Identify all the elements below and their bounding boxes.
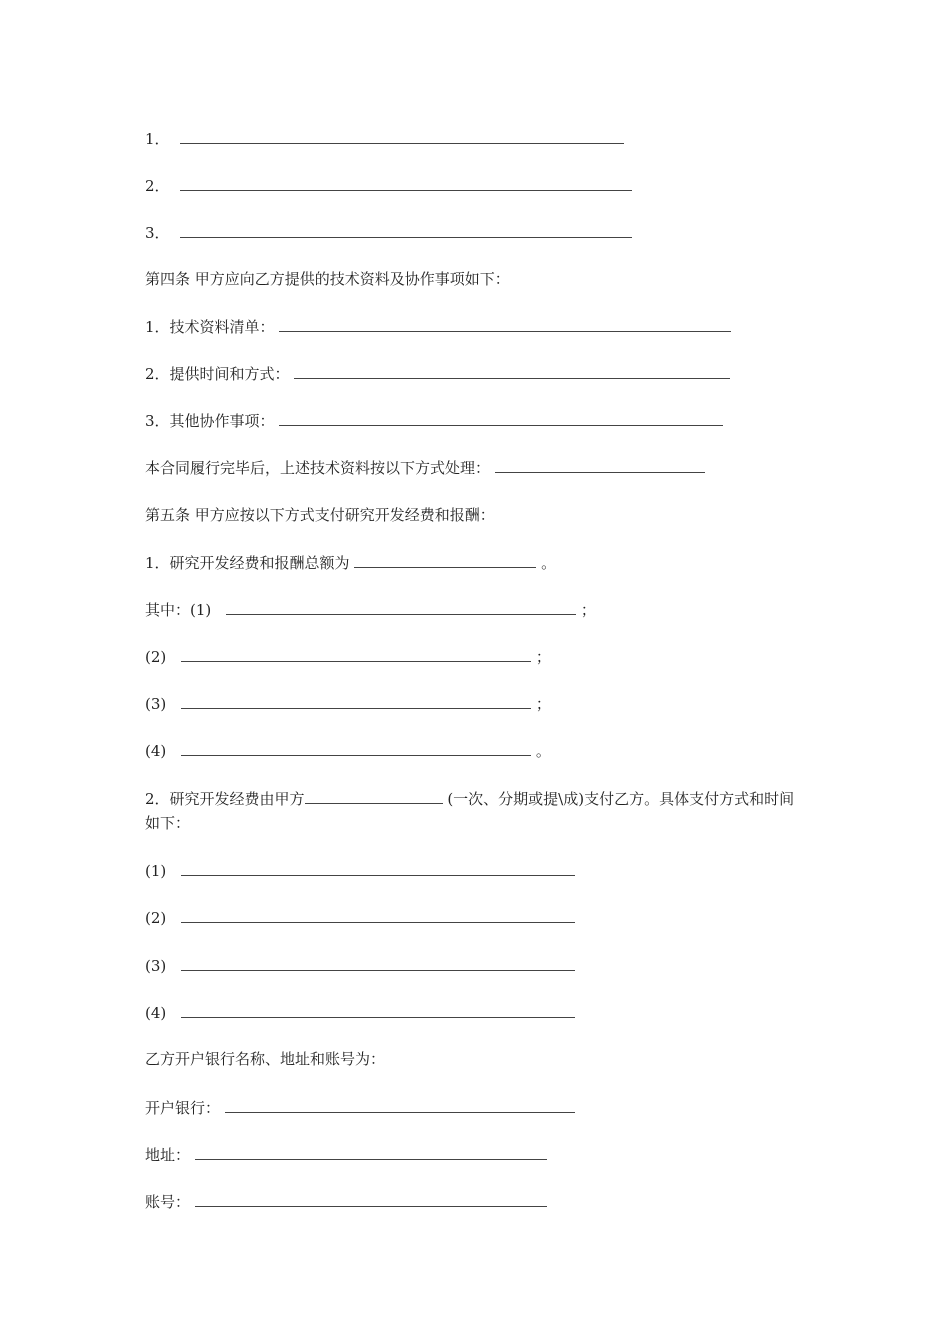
bank-name-row xyxy=(145,1097,575,1118)
clause4-item-1 xyxy=(145,316,731,337)
bank-heading: 乙方开户银行名称、地址和账号为： xyxy=(145,1050,386,1068)
item-label: 2．提供时间和方式： xyxy=(145,365,290,383)
clause3-item-2 xyxy=(145,175,632,196)
item-number: 1． xyxy=(145,130,170,148)
item-number: 3． xyxy=(145,224,170,242)
account-label: 账号： xyxy=(145,1193,191,1211)
fill-in-blank[interactable] xyxy=(181,740,531,756)
address-row xyxy=(145,1144,547,1165)
item-label: 2．研究开发经费由甲方 xyxy=(145,790,305,808)
clause5-among-3 xyxy=(145,693,551,714)
item-label: (3) xyxy=(145,695,167,713)
item-label: (3) xyxy=(145,957,167,975)
item-label: (一次、分期或提\成)支付乙方。具体支付方式和时间如下： xyxy=(145,790,795,832)
schedule-item-4 xyxy=(145,1002,575,1023)
punctuation: 。 xyxy=(541,554,557,572)
item-label: (1) xyxy=(145,862,167,880)
item-label: 1．技术资料清单： xyxy=(145,318,275,336)
fill-in-blank[interactable] xyxy=(181,1002,575,1018)
item-label: 3．其他协作事项： xyxy=(145,412,275,430)
fill-in-blank[interactable] xyxy=(225,1097,575,1113)
clause5-among-4 xyxy=(145,740,551,761)
fill-in-blank[interactable] xyxy=(180,128,624,144)
clause5-among-1 xyxy=(145,599,596,620)
fill-in-blank[interactable] xyxy=(279,316,731,332)
clause4-heading: 第四条 甲方应向乙方提供的技术资料及协作事项如下： xyxy=(145,270,510,288)
item-label: (2) xyxy=(145,909,167,927)
item-label: 本合同履行完毕后，上述技术资料按以下方式处理： xyxy=(145,459,491,477)
fill-in-blank[interactable] xyxy=(181,646,531,662)
bank-label: 开户银行： xyxy=(145,1099,221,1117)
fill-in-blank[interactable] xyxy=(181,907,575,923)
clause4-item-3 xyxy=(145,410,723,431)
fill-in-blank[interactable] xyxy=(354,552,536,568)
fill-in-blank[interactable] xyxy=(495,457,705,473)
clause5-total xyxy=(145,552,556,573)
punctuation: ； xyxy=(535,695,551,713)
clause3-item-3 xyxy=(145,222,632,243)
clause4-item-2 xyxy=(145,363,730,384)
fill-in-blank[interactable] xyxy=(279,410,723,426)
fill-in-blank[interactable] xyxy=(180,222,632,238)
fill-in-blank[interactable] xyxy=(294,363,730,379)
schedule-item-3 xyxy=(145,955,575,976)
item-label: (4) xyxy=(145,1004,167,1022)
item-label: (2) xyxy=(145,648,167,666)
item-label: 1．研究开发经费和报酬总额为 xyxy=(145,554,350,572)
item-label: 其中：(1) xyxy=(145,601,212,619)
punctuation: ； xyxy=(580,601,596,619)
fill-in-blank[interactable] xyxy=(181,693,531,709)
fill-in-blank[interactable] xyxy=(305,788,443,804)
account-row xyxy=(145,1191,547,1212)
punctuation: ； xyxy=(535,648,551,666)
clause5-heading: 第五条 甲方应按以下方式支付研究开发经费和报酬： xyxy=(145,506,495,524)
fill-in-blank[interactable] xyxy=(226,599,576,615)
fill-in-blank[interactable] xyxy=(181,955,575,971)
item-label: (4) xyxy=(145,742,167,760)
clause3-item-1 xyxy=(145,128,624,149)
fill-in-blank[interactable] xyxy=(195,1191,547,1207)
fill-in-blank[interactable] xyxy=(195,1144,547,1160)
clause5-among-2 xyxy=(145,646,551,667)
fill-in-blank[interactable] xyxy=(180,175,632,191)
item-number: 2． xyxy=(145,177,170,195)
punctuation: 。 xyxy=(535,742,551,760)
fill-in-blank[interactable] xyxy=(181,860,575,876)
clause5-payment xyxy=(145,787,805,835)
address-label: 地址： xyxy=(145,1146,191,1164)
clause4-disposal xyxy=(145,457,705,478)
schedule-item-1 xyxy=(145,860,575,881)
schedule-item-2 xyxy=(145,907,575,928)
